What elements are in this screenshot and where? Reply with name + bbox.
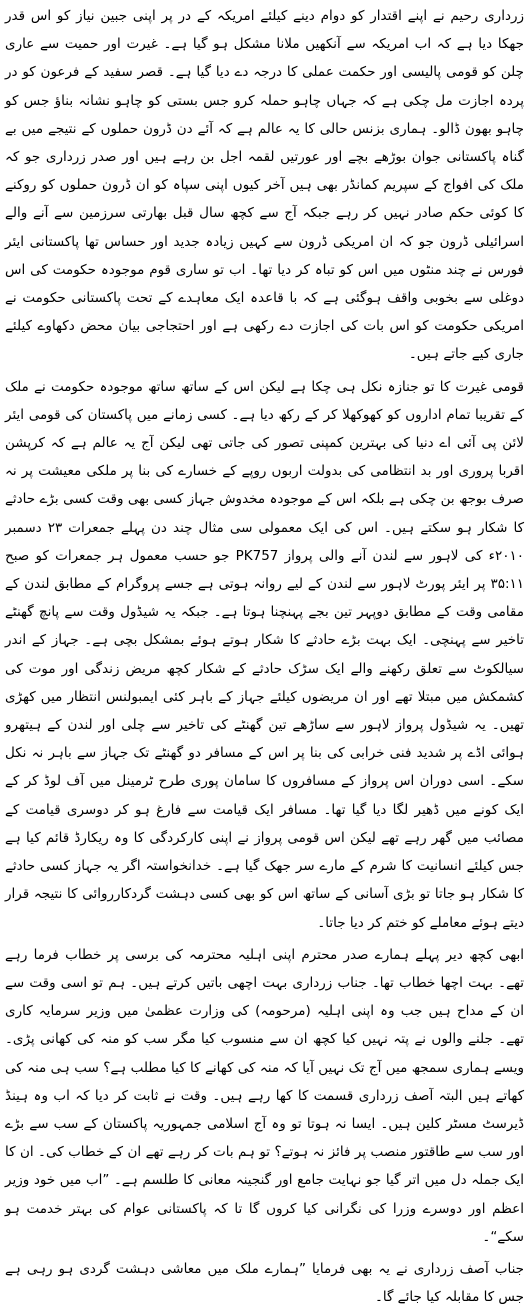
article-paragraph-1: زرداری رحیم نے اپنے اقتدار کو دوام دینے کیلئے امریکہ کے در پر اپنی جبین نیاز کو اس قدر جھکا دیا ہے کہ اب امریکہ سے آنکھیں ملانا مشکل ہو گیا ہے۔ غیرت اور حمیت سے عاری چلن کو قومی پالیسی اور حکمت عملی کا درجہ دے دیا گیا ہے۔ قصر سفید کے فرعون کو در پردہ اجازت مل چکی ہے کہ جہاں چاہو حملہ کرو جس بستی کو چاہو نشانہ بناؤ جس کو چاہو بھون ڈالو۔ ہماری بزنس حالی کا یہ عالم ہے کہ آئے دن ڈرون حملوں کے نتیجے میں بے گناہ پاکستانی جوان بوڑھے بچے اور عورتیں لقمہ اجل بن رہے ہیں اور صدر زرداری جو کہ ملک کی افواج کے سپریم کمانڈر بھی ہیں آخر کیوں اپنی سپاہ کو ان ڈرون حملوں کو روکنے کا کوئی حکم صادر نہیں کر رہے جبکہ آج سے کچھ سال قبل بھارتی سرزمین سے آنے والے اسرائیلی ڈرون جو کہ ان امریکی ڈرون سے کہیں زیادہ جدید اور حساس تھا پاکستانی ایئر فورس نے چند منٹوں میں اس کو تباہ کر دیا تھا۔ اب تو ساری قوم موجودہ حکومت کی اس دوغلی سے بخوبی واقف ہوگئی ہے کہ با قاعدہ ایک معاہدے کے تحت پاکستانی حکومت نے امریکی حکومت کو اس بات کی اجازت دے رکھی ہے اور احتجاجی بیان محض دکھاوے کیلئے جاری کیے جاتے ہیں۔	[5, 8, 524, 363]
article-paragraph-3: ابھی کچھ دیر پہلے ہمارے صدر محترم اپنی اہلیہ محترمہ کی برسی پر خطاب فرما رہے تھے۔ بہت اچھا خطاب تھا۔ جناب زرداری بہت اچھی باتیں کرتے ہیں۔ ہم تو اسی وقت سے ان کے مداح ہیں جب وہ اپنی اہلیہ (مرحومہ) کی وزارت عظمیٰ میں وزیر سرمایہ کاری تھے۔ جلنے والوں نے پتہ نہیں کیا کچھ ان سے منسوب کیا مگر سب کو منہ کی کھانی پڑی۔ ویسے ہماری سمجھ میں آج تک نہیں آیا کہ منہ کی کھانے کا کیا مطلب ہے؟ سب ہی منہ کی کھاتے ہیں البتہ آصف زرداری قسمت کا کھا رہے ہیں۔ وقت نے ثابت کر دیا کہ اب وہ ہینڈ ڈیرسٹ مسٹر کلین ہیں۔ ایسا نہ ہوتا تو وہ آج اسلامی جمہوریہ پاکستان کے سب سے بڑے اور سب سے طاقتور منصب پر فائز نہ ہوتے؟ تو ہم بات کر رہے تھے ان کے خطاب کی۔ ان کا ایک جملہ دل میں اتر گیا جو نہایت جامع اور گنجینہ معانی کا طلسم ہے۔ ”اب میں خود وزیر اعظم اور دوسرے وزرا کی نگرانی کیا کروں گا تا کہ پاکستانی عوام کی بہتر خدمت ہو سکے“۔	[5, 946, 524, 1245]
article-paragraph-2: قومی غیرت کا تو جنازہ نکل ہی چکا ہے لیکن اس کے ساتھ ساتھ موجودہ حکومت نے ملک کے تقریبا تمام اداروں کو کھوکھلا کر کے رکھ دیا ہے۔ کسی زمانے میں پاکستان کی قومی ایئر لائن پی آئی اے دنیا کی بہترین کمپنی تصور کی جاتی تھی لیکن آج یہ عالم ہے کہ کرپشن اقربا پروری اور بد انتظامی کی بدولت اربوں روپے کے خسارے کی بنا پر ملکی معیشت پر نہ صرف بوجھ بن چکی ہے بلکہ اس کے موجودہ مخدوش جہاز کسی بھی وقت کسی بڑے حادثے کا شکار ہو سکتے ہیں۔ اس کی ایک معمولی سی مثال چند دن پہلے جمعرات ۲۳ دسمبر ۲۰۱۰ء کی لاہور سے لندن آنے والی پرواز PK757 جو حسب معمول ہر جمعرات کو صبح ۳۵:۱۱ پر ایئر پورٹ لاہور سے لندن کے لیے روانہ ہوتی ہے جسے پروگرام کے مطابق لندن کے مقامی وقت کے مطابق دوپہر تین بجے پہنچنا ہوتا ہے۔ جبکہ یہ شیڈول وقت سے پانچ گھنٹے تاخیر سے پہنچی۔ ایک بہت بڑے حادثے کا شکار ہوتے ہوئے بمشکل بچی ہے۔ جہاز کے اندر سیالکوٹ سے تعلق رکھنے والے ایک سڑک حادثے کے شکار کچھ مریض زندگی اور موت کی کشمکش میں مبتلا تھے اور ان مریضوں کیلئے جہاز کے باہر کئی ایمبولنس انتظار میں کھڑی تھیں۔ یہ شیڈول پرواز لاہور سے ساڑھے تین گھنٹے کی تاخیر سے چلی اور لندن کے ہیتھرو ہوائی اڈے پر شدید فنی خرابی کی بنا پر اس کے مسافر دو گھنٹے تک جہاز سے باہر نہ نکل سکے۔ اسی دوران اس پرواز کے مسافروں کا سامان پوری طرح ٹرمینل میں آف لوڈ کر کے ایک کونے میں ڈھیر لگا دیا گیا تھا۔ مسافر ایک قیامت سے فارغ ہو کر دوسری قیامت کے مصائب میں گھر رہے تھے لیکن اس قومی پرواز نے اپنی کارکردگی کا وہ ریکارڈ قائم کیا ہے جس کیلئے انسانیت کا شرم کے مارے سر جھک گیا ہے۔ خدانخواستہ اگر یہ جہاز کسی حادثے کا شکار ہو جاتا تو بڑی آسانی کے ساتھ اس کو بھی کسی دہشت گردکارروائی کا نتیجہ قرار دیتے ہوئے معاملے کو ختم کر دیا جاتا۔	[5, 378, 525, 931]
article-body	[5, 2, 524, 1311]
article-paragraph-4: جناب آصف زرداری نے یہ بھی فرمایا ”ہمارے ملک میں معاشی دہشت گردی ہو رہی ہے جس کا مقابلہ کیا جائے گا۔	[5, 1260, 524, 1306]
